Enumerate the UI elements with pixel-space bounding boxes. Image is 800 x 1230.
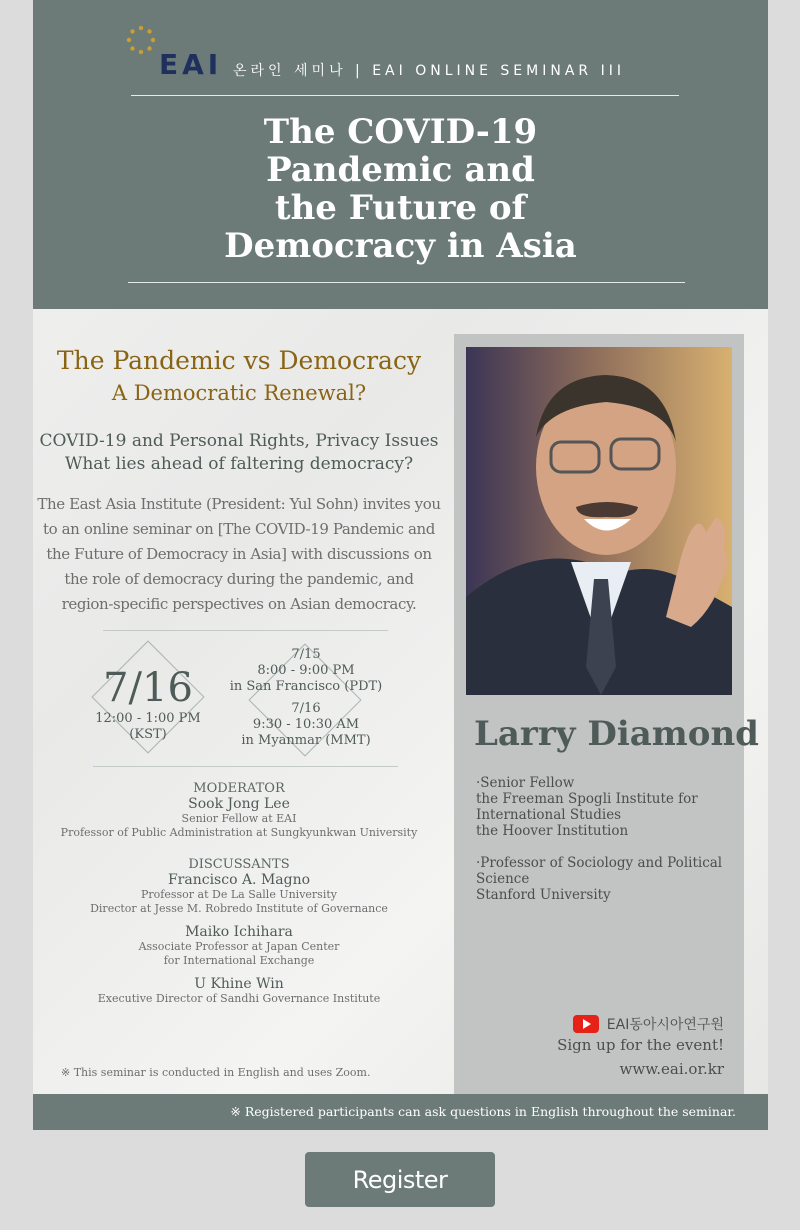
mm-time: 9:30 - 10:30 AM (252, 717, 360, 732)
discussants-block: DISCUSSANTS Francisco A. Magno Professor at De La Salle University Director at Jesse M. Robredo Institute of Governance Maiko Ichihara Associate Professor at Japan Center for International Exchange U Khine Win Executive Director of Sandhi Governance Institute (33, 857, 445, 1006)
discussant-name: U Khine Win (194, 976, 284, 992)
poster-footer (33, 1094, 768, 1130)
discussant-name: Francisco A. Magno (167, 872, 311, 888)
speaker-panel (454, 334, 759, 1094)
kst-time: 12:00 - 1:00 PM (95, 711, 201, 726)
other-schedules (221, 647, 391, 749)
eai-logo-dots-icon (126, 25, 156, 55)
sf-date: 7/15 (291, 647, 321, 662)
mm-zone: in Myanmar (MMT) (241, 733, 371, 748)
schedule-divider-top (103, 630, 388, 631)
eai-website-link[interactable]: www.eai.or.kr (619, 1060, 724, 1078)
header-divider-top (131, 95, 679, 96)
seminar-poster (33, 0, 768, 1130)
kst-date: 7/16 (103, 665, 193, 711)
subtitle-1: COVID-19 and Personal Rights, Privacy Issues (39, 431, 439, 451)
signup-cta: Sign up for the event! (557, 1036, 724, 1054)
seminar-title: The COVID-19 Pandemic and the Future of Democracy in Asia (224, 112, 577, 266)
moderator-block: MODERATOR Sook Jong Lee Senior Fellow at EAI Professor of Public Administration at Sungkyunkwan University (33, 781, 445, 840)
zoom-notice: ※ This seminar is conducted in English and uses Zoom. (61, 1066, 371, 1079)
discussant-name: Maiko Ichihara (185, 924, 293, 940)
seminar-series: 온라인 세미나 | EAI ONLINE SEMINAR III (233, 63, 625, 79)
header-divider-bottom (128, 282, 685, 283)
kst-schedule (73, 665, 223, 743)
sf-zone: in San Francisco (PDT) (229, 679, 383, 694)
speaker-name: Larry Diamond (474, 714, 759, 754)
headline: The Pandemic vs Democracy (56, 346, 422, 375)
speaker-portrait-icon (466, 347, 732, 695)
youtube-channel[interactable] (573, 1014, 724, 1034)
speaker-bio-hoover: ·Senior Fellow the Freeman Spogli Institute for International Studies the Hoover Institution (476, 775, 698, 839)
subtitle-2: What lies ahead of faltering democracy? (64, 454, 414, 474)
mm-date: 7/16 (291, 701, 321, 716)
youtube-icon (573, 1015, 599, 1033)
speaker-bio-stanford: ·Professor of Sociology and Political Science Stanford University (476, 855, 723, 903)
register-button[interactable]: Register (305, 1152, 495, 1207)
schedule-divider-bottom (93, 766, 398, 767)
poster-header (33, 0, 768, 309)
moderator-name: Sook Jong Lee (188, 796, 290, 812)
youtube-channel-name: EAI동아시아연구원 (606, 1017, 724, 1033)
intro-paragraph: The East Asia Institute (President: Yul Sohn) invites you to an online seminar on [The COVID-19 Pandemic and the Future of Democracy in Asia] with discussions on the role of democracy during the pandemic, and region-specific perspectives on Asian democracy. (37, 495, 441, 613)
kst-zone: (KST) (129, 727, 167, 742)
qa-notice: ※ Registered participants can ask questions in English throughout the seminar. (230, 1104, 736, 1119)
eai-logo: EAI (159, 48, 223, 81)
sf-time: 8:00 - 9:00 PM (257, 663, 355, 678)
speaker-photo (466, 347, 732, 695)
headline-question: A Democratic Renewal? (111, 381, 367, 405)
